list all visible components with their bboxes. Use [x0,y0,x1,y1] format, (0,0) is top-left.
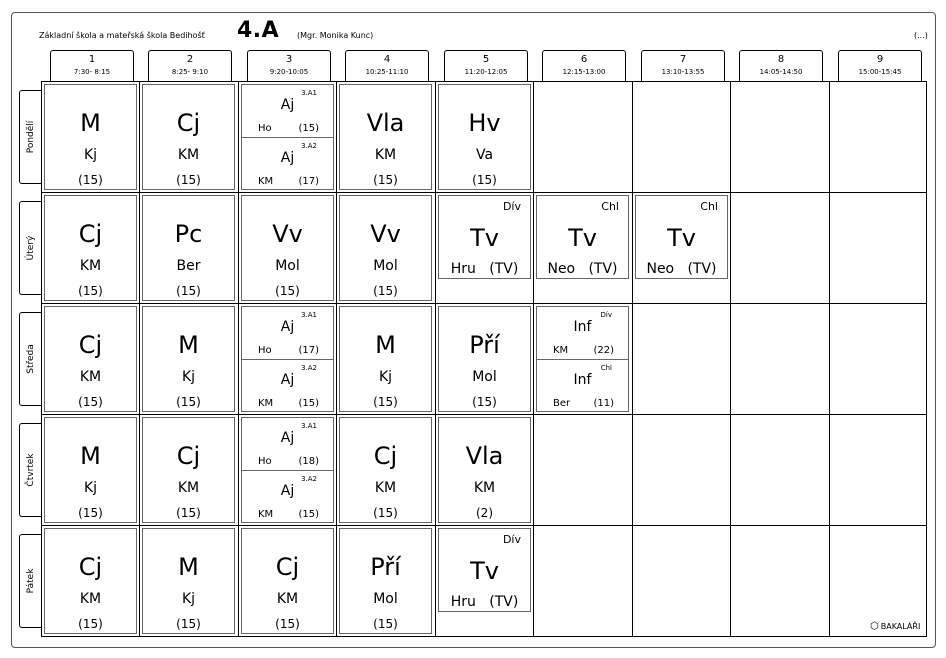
lesson-teacher: Ho [258,456,272,467]
lesson-teacher: KM [374,480,397,496]
lesson-room: (15) [78,173,103,187]
lesson-teacher: KM [79,369,102,385]
lesson-subject: Cj [176,109,201,137]
lesson-card[interactable] [44,195,137,301]
lesson-subject: Vla [366,109,405,137]
lesson-group-bottom[interactable] [242,137,333,190]
more-indicator: (...) [914,31,928,40]
lesson-subject: Cj [275,553,300,581]
lesson-teacher: KM [473,480,496,496]
period-time: 13:10-13:55 [661,68,705,76]
period-number: 1 [88,54,96,65]
lesson-card[interactable] [142,528,235,634]
period-number: 6 [580,54,588,65]
lesson-subject: Pc [174,220,203,248]
lesson-room: (15) [472,173,497,187]
lesson-card[interactable] [44,306,137,412]
lesson-room: (11) [593,398,614,409]
lesson-card[interactable] [142,195,235,301]
grid-line [632,81,633,637]
lesson-group: Dív [502,200,521,213]
lesson-subject: Vv [370,220,401,248]
lesson-subject: M [80,442,101,470]
day-name: Úterý [25,235,36,261]
lesson-card[interactable] [44,528,137,634]
lesson-subject: M [178,331,199,359]
lesson-room: (15) [176,506,201,520]
lesson-room: (15) [275,617,300,631]
day-label-wednesday [19,312,41,406]
grid-line [139,81,140,637]
lesson-subject: Inf [573,319,592,335]
lesson-group-top[interactable] [242,307,333,359]
lesson-room: (15) [373,617,398,631]
lesson-teacher: Ber [553,398,571,409]
lesson-teacher: KM [177,147,200,163]
lesson-room: (15) [176,173,201,187]
lesson-subject: Tv [470,224,499,252]
lesson-group: 3.A1 [301,311,317,319]
lesson-subject: Vv [272,220,303,248]
period-number: 9 [876,54,884,65]
lesson-teacher-room: Neo (TV) [547,261,618,277]
grid-line [41,414,927,415]
lesson-card[interactable] [44,84,137,190]
lesson-group: 3.A2 [301,142,317,150]
lesson-teacher: KM [177,480,200,496]
lesson-room: (15) [373,284,398,298]
grid-line [336,81,337,637]
lesson-room: (15) [298,123,319,134]
lesson-card-split[interactable] [241,84,334,190]
period-number: 3 [285,54,293,65]
lesson-subject: Vla [465,442,504,470]
grid-line [41,303,927,304]
period-number: 7 [679,54,687,65]
lesson-teacher: KM [276,591,299,607]
lesson-card[interactable] [44,417,137,523]
lesson-room: (15) [472,395,497,409]
lesson-group-top[interactable] [242,85,333,137]
lesson-subject: Cj [78,331,103,359]
lesson-group: Chl [601,200,619,213]
lesson-subject: Aj [280,483,295,499]
lesson-teacher-room: Hru (TV) [450,261,519,277]
day-label-monday [19,90,41,184]
lesson-room: (15) [78,395,103,409]
lesson-group: 3.A2 [301,364,317,372]
lesson-teacher: Mol [373,591,398,607]
lesson-card[interactable] [339,417,432,523]
period-time: 10:25-11:10 [365,68,409,76]
lesson-room: (15) [176,395,201,409]
lesson-room: (15) [373,173,398,187]
lesson-teacher: Mol [275,258,300,274]
period-time: 12:15-13:00 [562,68,606,76]
lesson-room: (15) [78,506,103,520]
lesson-subject: Tv [470,557,499,585]
lesson-room: (15) [176,284,201,298]
lesson-teacher: Kj [83,147,98,163]
period-time: 11:20-12:05 [464,68,508,76]
lesson-teacher: KM [553,345,569,356]
period-header-5 [444,50,528,82]
period-header-2 [148,50,232,82]
grid-line [533,81,534,637]
lesson-subject: Cj [78,220,103,248]
lesson-subject: Tv [667,224,696,252]
lesson-subject: Cj [373,442,398,470]
day-label-friday [19,534,41,628]
lesson-card-split[interactable] [241,417,334,523]
period-header-7 [641,50,725,82]
grid-line [41,192,927,193]
day-name: Pátek [25,568,36,594]
lesson-teacher: Mol [472,369,497,385]
lesson-group: Dív [600,311,612,319]
lesson-teacher: Va [475,147,494,163]
lesson-group-top[interactable] [537,307,628,359]
period-header-3 [247,50,331,82]
lesson-card[interactable] [339,195,432,301]
lesson-card[interactable] [142,417,235,523]
lesson-card-group[interactable] [536,195,629,279]
lesson-group-bottom[interactable] [537,359,628,412]
lesson-subject: Aj [280,430,295,446]
lesson-subject: Inf [573,372,592,388]
lesson-subject: Cj [78,553,103,581]
period-time: 14:05-14:50 [759,68,803,76]
period-number: 4 [383,54,391,65]
lesson-teacher: KM [79,258,102,274]
lesson-teacher: KM [258,509,274,520]
lesson-teacher: Ho [258,345,272,356]
lesson-card-group[interactable] [438,195,531,279]
lesson-card[interactable] [241,528,334,634]
period-header-1 [50,50,134,82]
lesson-room: (18) [298,456,319,467]
lesson-teacher-room: Neo (TV) [646,261,717,277]
lesson-teacher: KM [258,398,274,409]
lesson-card-group[interactable] [438,528,531,612]
lesson-teacher: Kj [378,369,393,385]
lesson-card[interactable] [142,84,235,190]
period-time: 7:30- 8:15 [73,68,111,76]
lesson-subject: Aj [280,372,295,388]
lesson-card[interactable] [438,417,531,523]
class-teacher: (Mgr. Monika Kunc) [297,31,374,40]
lesson-teacher: KM [79,591,102,607]
bakalari-logo [870,621,920,632]
lesson-subject: Aj [280,319,295,335]
day-name: Středa [25,344,36,374]
lesson-subject: Cj [176,442,201,470]
lesson-room: (15) [176,617,201,631]
lesson-room: (22) [593,345,614,356]
lesson-subject: M [80,109,101,137]
lesson-subject: Pří [370,553,401,581]
period-header-9 [838,50,922,82]
lesson-card[interactable] [241,195,334,301]
lesson-card[interactable] [438,306,531,412]
lesson-room: (15) [78,617,103,631]
lesson-teacher: Kj [83,480,98,496]
lesson-group: Dív [502,533,521,546]
lesson-teacher: Kj [181,591,196,607]
lesson-card-group[interactable] [635,195,728,279]
lesson-group-bottom[interactable] [242,470,333,523]
period-header-8 [739,50,823,82]
lesson-room: (15) [373,506,398,520]
lesson-teacher: Ho [258,123,272,134]
day-name: Pondělí [25,120,36,154]
lesson-room: (2) [476,506,493,520]
class-name: 4.A [237,18,280,43]
period-time: 9:20-10:05 [269,68,309,76]
grid-line [41,525,927,526]
logo-text: BAKALÁŘI [880,622,921,631]
lesson-subject: Aj [280,150,295,166]
lesson-group: 3.A2 [301,475,317,483]
day-label-tuesday [19,201,41,295]
period-time: 8:25- 9:10 [171,68,209,76]
lesson-subject: Aj [280,97,295,113]
lesson-card-split[interactable] [241,306,334,412]
period-time: 15:00-15:45 [858,68,902,76]
lesson-room: (15) [298,398,319,409]
lesson-card[interactable] [339,84,432,190]
grid-line [238,81,239,637]
lesson-teacher: Ber [176,258,201,274]
period-number: 5 [482,54,490,65]
lesson-room: (15) [373,395,398,409]
lesson-subject: M [375,331,396,359]
lesson-card[interactable] [438,84,531,190]
lesson-subject: M [178,553,199,581]
lesson-group-bottom[interactable] [242,359,333,412]
period-number: 8 [777,54,785,65]
lesson-subject: Pří [469,331,500,359]
day-label-thursday [19,423,41,517]
day-name: Čtvrtek [25,453,36,487]
lesson-teacher: KM [374,147,397,163]
lesson-room: (17) [298,176,319,187]
lesson-teacher: KM [258,176,274,187]
lesson-subject: Hv [468,109,501,137]
lesson-card[interactable] [339,306,432,412]
period-header-4 [345,50,429,82]
lesson-group-top[interactable] [242,418,333,470]
grid-line [829,81,830,637]
lesson-teacher-room: Hru (TV) [450,594,519,610]
hexagon-icon: ⬡ [870,621,879,632]
lesson-room: (15) [78,284,103,298]
lesson-card[interactable] [142,306,235,412]
lesson-group: 3.A1 [301,89,317,97]
lesson-group: Chl [700,200,718,213]
lesson-group: Chl [600,364,612,372]
grid-line [730,81,731,637]
period-header-6 [542,50,626,82]
grid-line [435,81,436,637]
lesson-card-split[interactable] [536,306,629,412]
lesson-room: (17) [298,345,319,356]
lesson-subject: Tv [568,224,597,252]
lesson-card[interactable] [339,528,432,634]
lesson-teacher: Mol [373,258,398,274]
school-name: Základní škola a mateřská škola Bedihošť [39,31,205,40]
period-number: 2 [186,54,194,65]
lesson-teacher: Kj [181,369,196,385]
lesson-room: (15) [275,284,300,298]
lesson-group: 3.A1 [301,422,317,430]
lesson-room: (15) [298,509,319,520]
